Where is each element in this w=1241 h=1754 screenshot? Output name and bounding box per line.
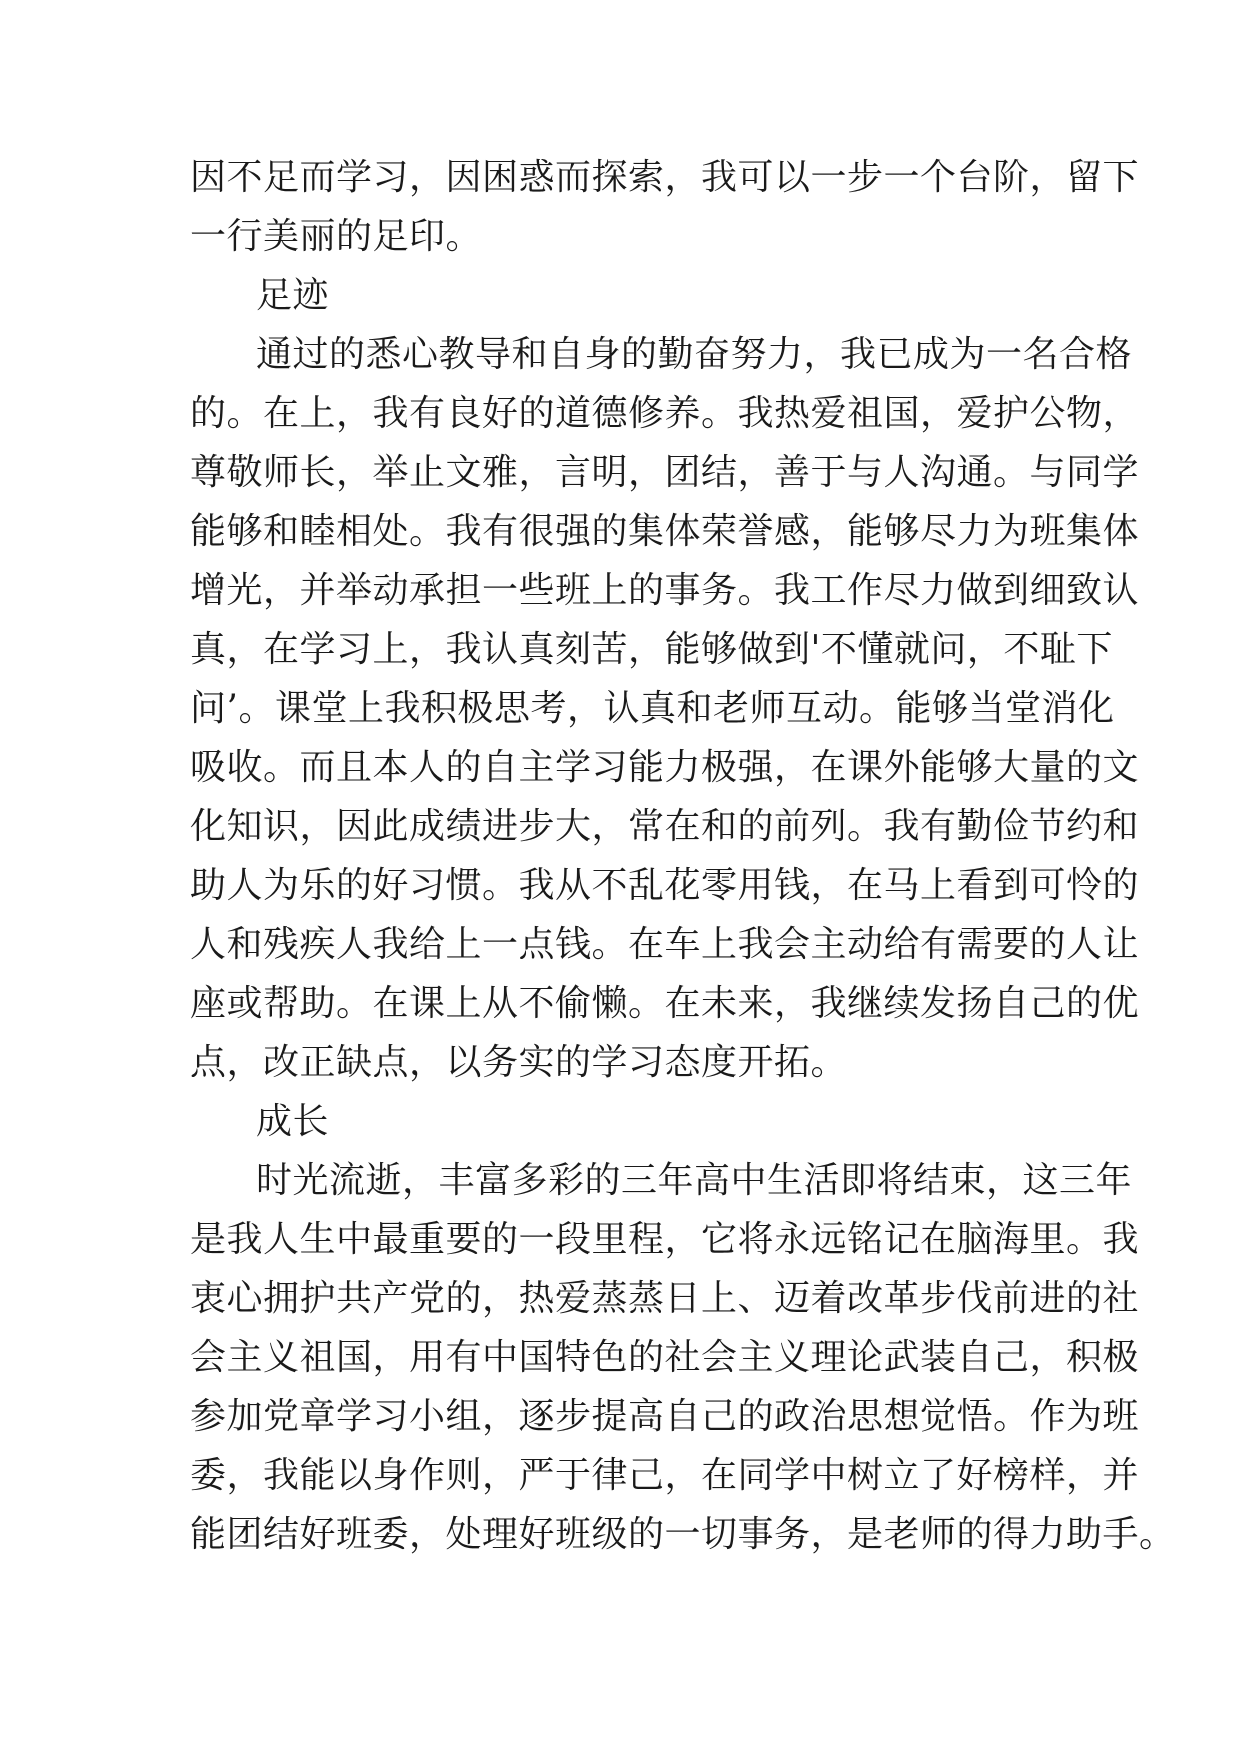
text-line: 点，改正缺点，以务实的学习态度开拓。 <box>190 1042 848 1083</box>
text-line: 增光，并举动承担一些班上的事务。我工作尽力做到细致认 <box>190 570 1140 611</box>
text-line: 化知识，因此成绩进步大，常在和的前列。我有勤俭节约和 <box>190 806 1140 847</box>
document-body <box>190 148 1176 1564</box>
text-line: 委，我能以身作则，严于律己，在同学中树立了好榜样，并 <box>190 1455 1140 1496</box>
text-line: 问’。课堂上我积极思考，认真和老师互动。能够当堂消化 <box>190 688 1115 729</box>
text-line: 因不足而学习，因困惑而探索，我可以一步一个台阶，留下 <box>190 157 1140 198</box>
text-line: 参加党章学习小组，逐步提高自己的政治思想觉悟。作为班 <box>190 1396 1140 1437</box>
text-line: 人和残疾人我给上一点钱。在车上我会主动给有需要的人让 <box>190 924 1140 965</box>
text-line: 的。在上，我有良好的道德修养。我热爱祖国，爱护公物， <box>190 393 1140 434</box>
text-line: 通过的悉心教导和自身的勤奋努力，我已成为一名合格 <box>256 334 1133 375</box>
text-line: 尊敬师长，举止文雅，言明，团结，善于与人沟通。与同学 <box>190 452 1140 493</box>
text-line: 一行美丽的足印。 <box>190 216 483 257</box>
section-heading-zuji: 足迹 <box>256 275 330 316</box>
text-line: 吸收。而且本人的自主学习能力极强，在课外能够大量的文 <box>190 747 1140 788</box>
text-line: 衷心拥护共产党的，热爱蒸蒸日上、迈着改革步伐前进的社 <box>190 1278 1140 1319</box>
text-line: 座或帮助。在课上从不偷懒。在未来，我继续发扬自己的优 <box>190 983 1140 1024</box>
text-line: 助人为乐的好习惯。我从不乱花零用钱，在马上看到可怜的 <box>190 865 1140 906</box>
text-line: 时光流逝，丰富多彩的三年高中生活即将结束，这三年 <box>256 1160 1133 1201</box>
section-heading-chengzhang: 成长 <box>256 1101 330 1142</box>
text-line: 是我人生中最重要的一段里程，它将永远铭记在脑海里。我 <box>190 1219 1140 1260</box>
text-line: 能够和睦相处。我有很强的集体荣誉感，能够尽力为班集体 <box>190 511 1140 552</box>
text-line: 会主义祖国，用有中国特色的社会主义理论武装自己，积极 <box>190 1337 1140 1378</box>
text-line: 能团结好班委，处理好班级的一切事务，是老师的得力助手。 <box>190 1514 1176 1555</box>
text-line: 真，在学习上，我认真刻苦，能够做到'不懂就问，不耻下 <box>190 629 1113 670</box>
